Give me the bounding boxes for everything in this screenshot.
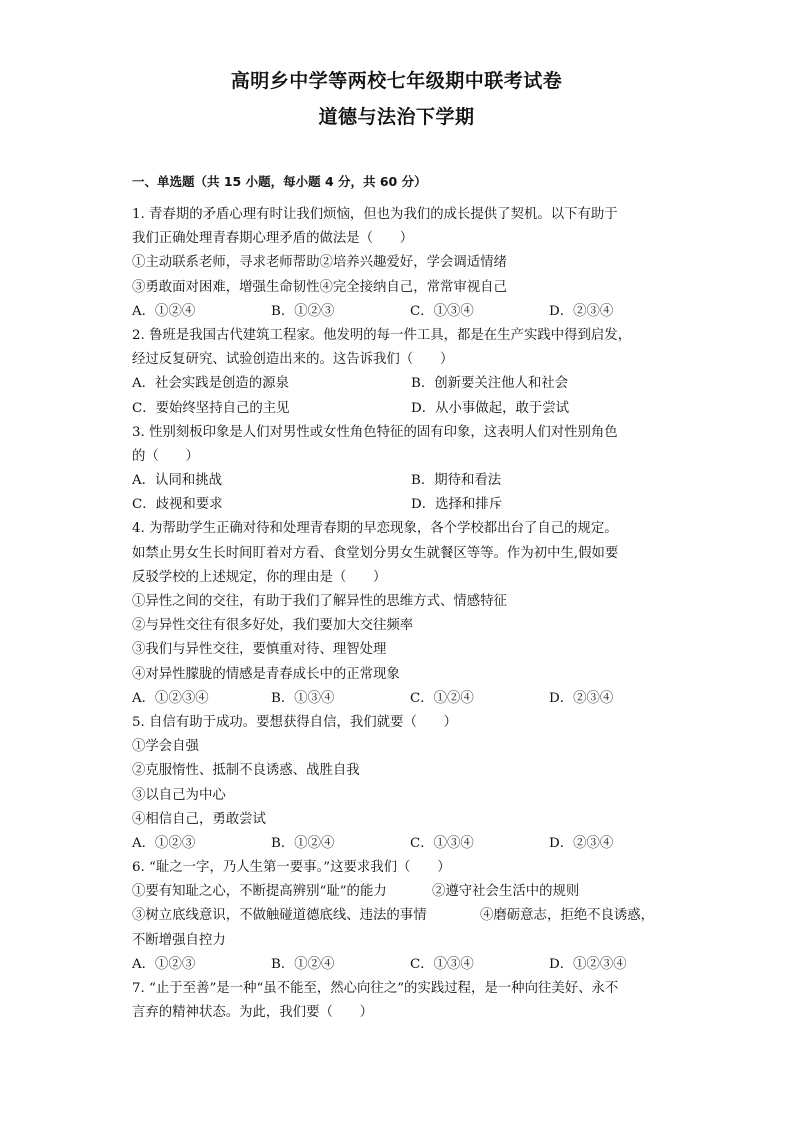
question-list: [132, 203, 692, 1025]
question-6: [132, 856, 692, 977]
option-a[interactable]: A．①②③④: [132, 690, 209, 706]
statement-pair: [132, 880, 692, 904]
option-a[interactable]: A．①②③: [132, 835, 196, 851]
option-a[interactable]: A．认同和挑战: [132, 473, 223, 489]
statement-item: ③勇敢面对困难，增强生命韧性④完全接纳自己，常常审视自己: [132, 279, 507, 295]
option-a[interactable]: A．①②④: [132, 303, 196, 319]
statement-item: ③以自己为中心: [132, 787, 226, 803]
question-stem-line: 反驳学校的上述规定，你的理由是（ ）: [132, 569, 387, 585]
statement-item: ③树立底线意识，不做触碰道德底线、违法的事情: [132, 908, 427, 924]
answer-options: [132, 687, 692, 711]
option-d[interactable]: D．从小事做起，敢于尝试: [411, 400, 570, 416]
option-b[interactable]: B．①②④: [271, 956, 335, 972]
question-stem-line: 我们正确处理青春期心理矛盾的做法是（ ）: [132, 231, 414, 247]
statement-item: ②遵守社会生活中的规则: [432, 884, 580, 900]
statement-item: ①异性之间的交往，有助于我们了解异性的思维方式、情感特征: [132, 594, 507, 609]
statement-item: ①学会自强: [132, 739, 199, 755]
question-stem-line: 1. 青春期的矛盾心理有时让我们烦恼，但也为我们的成长提供了契机。以下有助于: [132, 207, 618, 222]
question-5: [132, 711, 692, 856]
question-4: [132, 517, 692, 711]
option-c[interactable]: C．①③④: [410, 956, 474, 972]
section-heading: 一、单选题（共 15 小题，每小题 4 分，共 60 分）: [132, 174, 427, 189]
answer-options: [132, 953, 692, 977]
question-7: [132, 977, 692, 1025]
statement-item: ②克服惰性、抵制不良诱惑、战胜自我: [132, 763, 360, 779]
page-subtitle: 道德与法治下学期: [318, 106, 475, 128]
statement-item: ④相信自己，勇敢尝试: [132, 811, 266, 827]
question-stem-line: 7. “止于至善”是一种“虽不能至，然心向往之”的实践过程，是一种向往美好、永不: [132, 981, 619, 996]
option-b[interactable]: B．①②③: [271, 303, 335, 319]
question-stem-line: 4. 为帮助学生正确对待和处理青春期的早恋现象，各个学校都出台了自己的规定。: [132, 521, 618, 537]
statement-item: ①主动联系老师，寻求老师帮助②培养兴趣爱好，学会调适情绪: [132, 255, 507, 271]
option-b[interactable]: B．期待和看法: [411, 473, 502, 489]
statement-pair: [132, 904, 692, 928]
question-1: [132, 203, 692, 324]
answer-options: [132, 397, 692, 421]
statement-item: 不断增强自控力: [132, 932, 226, 948]
question-2: [132, 324, 692, 421]
option-b[interactable]: B．创新要关注他人和社会: [411, 376, 569, 392]
option-a[interactable]: A．社会实践是创造的源泉: [132, 376, 289, 392]
statement-item: ②与异性交往有很多好处，我们要加大交往频率: [132, 618, 414, 634]
question-stem-line: 如禁止男女生长时间盯着对方看、食堂划分男女生就餐区等等。作为初中生,假如要: [132, 545, 619, 561]
statement-item: ③我们与异性交往，要慎重对待、理智处理: [132, 642, 387, 658]
option-c[interactable]: C．歧视和要求: [132, 497, 223, 513]
question-stem-line: 6. “耻之一字，乃人生第一要事。”这要求我们（ ）: [132, 860, 451, 876]
statement-item: ①要有知耻之心，不断提高辨别“耻”的能力: [132, 884, 387, 900]
option-c[interactable]: C．要始终坚持自己的主见: [132, 400, 290, 416]
option-a[interactable]: A．①②③: [132, 956, 196, 972]
question-stem-line: 经过反复研究、试验创造出来的。这告诉我们（ ）: [132, 352, 454, 368]
option-b[interactable]: B．①②④: [271, 835, 335, 851]
question-stem-line: 的（ ）: [132, 448, 199, 464]
option-c[interactable]: C．①③④: [410, 303, 474, 319]
question-stem-line: 5. 自信有助于成功。要想获得自信，我们就要（ ）: [132, 714, 458, 730]
option-c[interactable]: C．①③④: [410, 835, 474, 851]
page-title: 高明乡中学等两校七年级期中联考试卷: [230, 70, 563, 92]
answer-options: [132, 300, 692, 324]
answer-options: [132, 469, 692, 493]
option-d[interactable]: D．①②③④: [549, 956, 627, 972]
option-d[interactable]: D．②③④: [549, 690, 614, 706]
answer-options: [132, 493, 692, 517]
option-c[interactable]: C．①②④: [410, 690, 474, 706]
question-stem-line: 3. 性别刻板印象是人们对男性或女性角色特征的固有印象，这表明人们对性别角色: [132, 424, 618, 440]
question-stem-line: 2. 鲁班是我国古代建筑工程家。他发明的每一件工具，都是在生产实践中得到启发，: [132, 327, 632, 343]
option-d[interactable]: D．②③④: [549, 303, 614, 319]
option-b[interactable]: B．①③④: [271, 690, 335, 706]
statement-item: ④对异性朦胧的情感是青春成长中的正常现象: [132, 666, 400, 682]
statement-item: ④磨砺意志，拒绝不良诱惑，: [480, 908, 655, 924]
question-3: [132, 421, 692, 518]
option-d[interactable]: D．②③④: [549, 835, 614, 851]
option-d[interactable]: D．选择和排斥: [411, 497, 503, 513]
answer-options: [132, 832, 692, 856]
question-stem-line: 言弃的精神状态。为此，我们要（ ）: [132, 1005, 374, 1021]
answer-options: [132, 372, 692, 396]
